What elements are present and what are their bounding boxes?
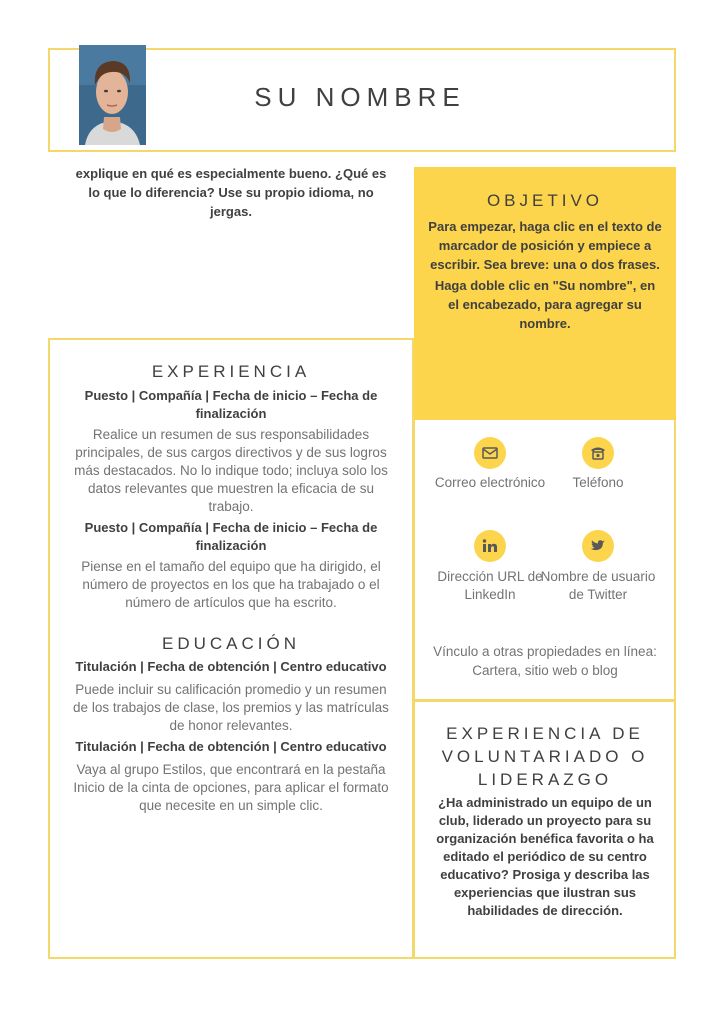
phone-icon <box>582 437 614 469</box>
candidate-name[interactable]: SU NOMBRE <box>254 82 466 112</box>
degree-description[interactable]: Puede incluir su calificación promedio y un resumen de los trabajos de clase, los premios y las matrículas de honor relevantes. <box>73 682 389 733</box>
linkedin-label[interactable]: Dirección URL de LinkedIn <box>437 569 543 602</box>
degree-heading[interactable]: Titulación | Fecha de obtención | Centro educativo <box>75 739 387 754</box>
job-heading[interactable]: Puesto | Compañía | Fecha de inicio – Fecha de finalización <box>84 520 378 553</box>
education-section <box>66 658 396 815</box>
job-heading[interactable]: Puesto | Compañía | Fecha de inicio – Fecha de finalización <box>84 388 378 421</box>
twitter-label[interactable]: Nombre de usuario de Twitter <box>540 569 656 602</box>
objective-paragraph: Haga doble clic en "Su nombre", en el encabezado, para agregar su nombre. <box>434 278 656 331</box>
profile-photo <box>79 45 146 145</box>
experience-section <box>66 387 396 612</box>
education-title: EDUCACIÓN <box>161 634 300 653</box>
phone-label[interactable]: Teléfono <box>572 475 624 490</box>
intro-text[interactable]: explique en qué es especialmente bueno. ¿Qué es lo que lo diferencia? Use su propio idioma, no jergas. <box>75 166 387 219</box>
email-icon <box>474 437 506 469</box>
linkedin-icon <box>474 530 506 562</box>
objective-title: OBJETIVO <box>486 191 604 210</box>
experience-title: EXPERIENCIA <box>151 362 311 381</box>
job-description[interactable]: Realice un resumen de sus responsabilidades principales, de sus cargos directivos y de sus logros más destacados. No lo indique todo; incluya solo los datos relevantes que muestren la eficacia de su trabajo. <box>74 427 388 514</box>
objective-paragraph: Para empezar, haga clic en el texto de marcador de posición y empiece a escribir. Sea breve: una o dos frases. <box>428 219 662 272</box>
job-description[interactable]: Piense en el tamaño del equipo que ha dirigido, el número de proyectos en los que ha trabajado o el número de artículos que ha escrito. <box>81 559 381 610</box>
volunteer-title: EXPERIENCIA DE VOLUNTARIADO O LIDERAZGO <box>441 724 649 789</box>
degree-description[interactable]: Vaya al grupo Estilos, que encontrará en la pestaña Inicio de la cinta de opciones, para aplicar el formato que necesite en un simple clic. <box>73 762 389 813</box>
degree-heading[interactable]: Titulación | Fecha de obtención | Centro educativo <box>75 659 387 674</box>
online-links-text[interactable]: Vínculo a otras propiedades en línea: Cartera, sitio web o blog <box>433 644 657 678</box>
email-label[interactable]: Correo electrónico <box>434 475 546 490</box>
volunteer-text[interactable]: ¿Ha administrado un equipo de un club, liderado un proyecto para su organización benéfica favorita o ha editado el periódico de su centro educativo? Prosiga y describa las experiencias que ilustran sus habilidades de dirección. <box>436 795 654 918</box>
objective-text[interactable] <box>428 217 662 335</box>
twitter-icon <box>582 530 614 562</box>
